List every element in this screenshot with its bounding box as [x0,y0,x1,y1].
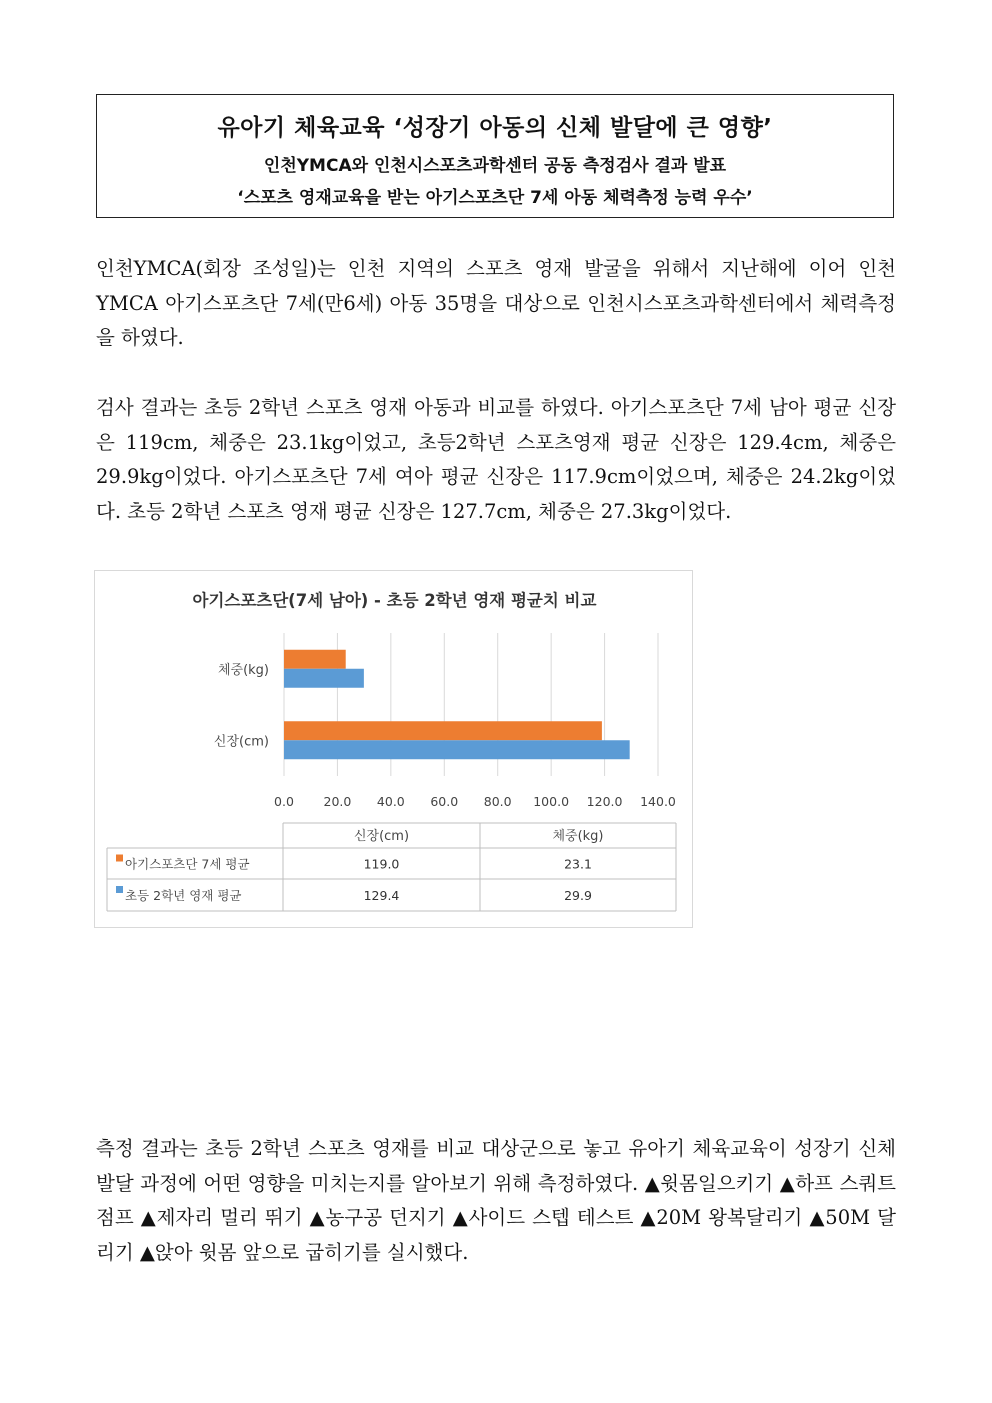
subtitle-line-1: 인천YMCA와 인천시스포츠과학센터 공동 측정검사 결과 발표 [263,156,727,176]
bar-orange [284,721,602,740]
table-header: 신장(cm) [353,829,410,844]
page-title: 유아기 체육교육 ‘성장기 아동의 신체 발달에 큰 영향’ [217,115,773,141]
paragraph-intro: 인천YMCA(회장 조성일)는 인천 지역의 스포츠 영재 발굴을 위해서 지난해에 이어 인천YMCA 아기스포츠단 7세(만6세) 아동 35명을 대상으로 인천시스포츠과학센터에서 체력측정을 하였다. [96,257,896,349]
y-category-label: 신장(cm) [213,734,269,750]
chart-title: 아기스포츠단(7세 남아) - 초등 2학년 영재 평균치 비교 [192,591,597,610]
x-tick-label: 100.0 [533,794,570,809]
legend-swatch [116,855,123,862]
legend-label: 초등 2학년 영재 평균 [125,888,242,903]
chart [95,571,694,929]
header-box [96,94,894,218]
legend-swatch [116,886,123,893]
table-header: 체중(kg) [552,829,604,844]
paragraph-results: 검사 결과는 초등 2학년 스포츠 영재 아동과 비교를 하였다. 아기스포츠단 7세 남아 평균 신장은 119cm, 체중은 23.1kg이었고, 초등2학년 스포츠영재 평균 신장은 129.4cm, 체중은 29.9kg이었다. 아기스포츠단 7세 여아 평균 신장은 117.9cm이었으며, 체중은 24.2kg이었다. 초등 2학년 스포츠 영재 평균 신장은 127.7cm, 체중은 27.3kg이었다. [96,396,896,523]
chart-container [94,570,693,928]
bar-blue [284,669,364,688]
bar-orange [284,650,346,669]
y-category-label: 체중(kg) [217,662,269,678]
x-tick-label: 0.0 [274,794,294,809]
bar-blue [284,740,630,759]
legend-label: 아기스포츠단 7세 평균 [125,856,250,872]
x-tick-label: 20.0 [323,794,352,809]
data-label: 23.1 [564,856,592,872]
x-tick-label: 60.0 [430,794,459,809]
data-label: 119.0 [363,856,400,872]
x-tick-label: 120.0 [586,794,623,809]
data-label: 129.4 [363,888,400,903]
x-tick-label: 80.0 [483,794,512,809]
subtitle-line-2: ‘스포츠 영재교육을 받는 아기스포츠단 7세 아동 체력측정 능력 우수’ [237,188,753,208]
paragraph-measurement: 측정 결과는 초등 2학년 스포츠 영재를 비교 대상군으로 놓고 유아기 체육교육이 성장기 신체 발달 과정에 어떤 영향을 미치는지를 알아보기 위해 측정하였다. ▲윗몸일으키기 ▲하프 스쿼트 점프 ▲제자리 멀리 뛰기 ▲농구공 던지기 ▲사이드 스텝 테스트 ▲20M 왕복달리기 ▲50M 달리기 ▲앉아 윗몸 앞으로 굽히기를 실시했다. [96,1137,896,1264]
x-tick-label: 140.0 [640,794,676,809]
data-label: 29.9 [564,888,592,903]
x-tick-label: 40.0 [376,794,405,809]
